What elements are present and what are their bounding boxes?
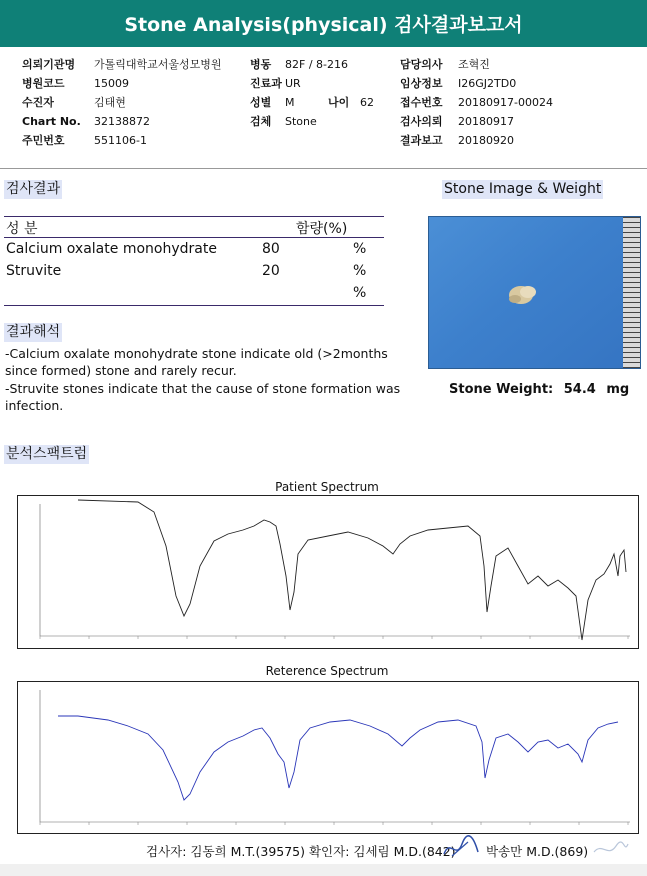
bottom-bar (0, 864, 647, 876)
signature-footer (0, 834, 647, 864)
label-ward: 병동 (250, 58, 272, 71)
value-institution: 가톨릭대학교서울성모병원 (94, 58, 222, 71)
label-doctor: 담당의사 (400, 58, 443, 71)
table-row-component: Struvite (6, 263, 62, 279)
table-row-component: Calcium oxalate monohydrate (6, 241, 217, 257)
image-section-title: Stone Image & Weight (444, 181, 602, 197)
label-sex: 성별 (250, 96, 272, 109)
value-chart-no: 32138872 (94, 115, 150, 128)
info-row (22, 75, 622, 93)
value-specimen: Stone (285, 115, 317, 128)
label-patient: 수진자 (22, 96, 54, 109)
table-row-unit: % (353, 263, 367, 279)
spectrum-line (58, 716, 618, 800)
reference-spectrum-svg (18, 682, 638, 833)
value-sex: M (285, 96, 295, 109)
value-request-date: 20180917 (458, 115, 514, 128)
value-id-no: 551106-1 (94, 134, 147, 147)
value-accession: 20180917-00024 (458, 96, 553, 109)
patient-spectrum-chart (17, 495, 639, 649)
value-ward: 82F / 8-216 (285, 58, 348, 71)
value-clinical-info: I26GJ2TD0 (458, 77, 517, 90)
value-hospital-code: 15009 (94, 77, 129, 90)
info-row (22, 94, 622, 112)
info-row (22, 56, 622, 74)
weight-value: 54.4 (563, 382, 596, 397)
label-dept: 진료과 (250, 77, 282, 90)
value-patient: 김태현 (94, 96, 126, 109)
stone-photo (428, 216, 641, 369)
reference-spectrum-title: Reterence Spectrum (265, 664, 389, 678)
spectrum-axes (40, 504, 630, 636)
patient-spectrum-svg (18, 496, 638, 648)
label-institution: 의뢰기관명 (22, 58, 76, 71)
ruler (623, 217, 640, 368)
interpretation-section-title: 결과해석 (6, 324, 61, 340)
patient-spectrum-title: Patient Spectrum (275, 480, 379, 494)
label-specimen: 검체 (250, 115, 272, 128)
table-top-line (4, 216, 384, 217)
weight-unit: mg (606, 382, 630, 397)
interpretation-line-1: -Calcium oxalate monohydrate stone indicate old (>2months since formed) stone and rarely recur. (5, 346, 388, 378)
label-age: 나이 (328, 96, 350, 109)
signature-icon (590, 836, 630, 862)
result-section-title: 검사결과 (6, 181, 61, 197)
label-chart-no: Chart No. (22, 115, 81, 128)
value-dept: UR (285, 77, 301, 90)
stone-icon (429, 217, 640, 368)
footer-examiners: 검사자: 김동희 M.T.(39575) 확인자: 김세림 M.D.(842) (146, 844, 456, 859)
table-row-amount: 80 (262, 241, 280, 257)
reference-spectrum-chart (17, 681, 639, 834)
col-amount-header: 함량(%) (296, 221, 348, 237)
interpretation-line-2: -Struvite stones indicate that the cause of stone formation was infection. (5, 381, 401, 413)
value-report-date: 20180920 (458, 134, 514, 147)
table-bottom-line (4, 305, 384, 306)
table-row-unit: % (353, 241, 367, 257)
table-row-amount: 20 (262, 263, 280, 279)
report-title: Stone Analysis(physical) 검사결과보고서 (124, 14, 523, 36)
weight-label: Stone Weight: (449, 382, 554, 397)
table-header-line (4, 237, 384, 238)
footer-confirmer: 박송만 M.D.(869) (486, 844, 589, 859)
col-component-header: 성 분 (6, 221, 38, 237)
label-request-date: 검사의뢰 (400, 115, 443, 128)
stone-weight (449, 382, 629, 397)
label-clinical-info: 임상정보 (400, 77, 443, 90)
label-id-no: 주민번호 (22, 134, 65, 147)
spectrum-section-title: 분석스팩트럼 (6, 446, 88, 462)
report-header (0, 0, 647, 47)
label-accession: 접수번호 (400, 96, 443, 109)
value-age: 62 (360, 96, 374, 109)
spectrum-axes (40, 690, 630, 822)
table-row-unit: % (353, 285, 367, 301)
value-doctor: 조혁진 (458, 58, 490, 71)
info-row (22, 113, 622, 131)
signature-icon (440, 834, 482, 862)
divider (0, 168, 647, 169)
label-hospital-code: 병원코드 (22, 77, 65, 90)
spectrum-line (78, 500, 626, 640)
info-row (22, 132, 622, 150)
label-report-date: 결과보고 (400, 134, 443, 147)
